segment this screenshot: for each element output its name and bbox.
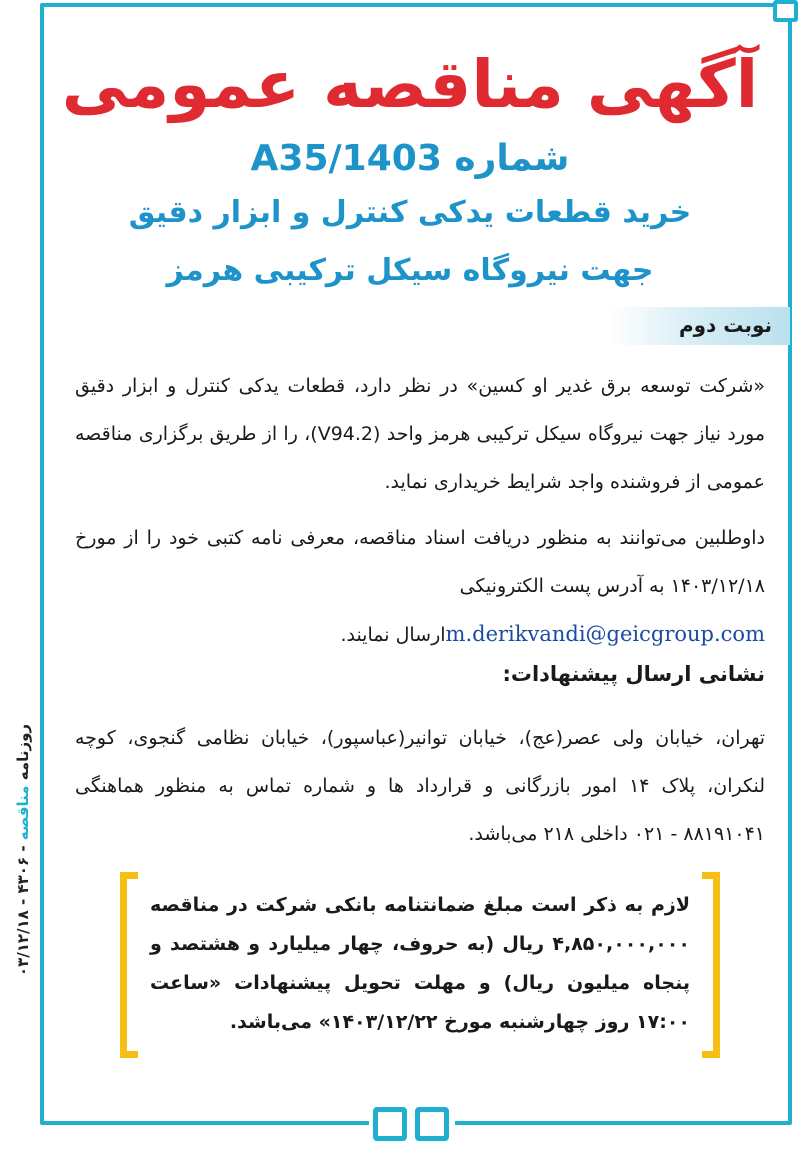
subtitle-line-1: خرید قطعات یدکی کنترل و ابزار دقیق: [128, 195, 692, 230]
round-badge: [610, 307, 790, 345]
newspaper-label: روزنامه: [14, 723, 32, 781]
bottom-squares-decoration: [369, 1107, 455, 1141]
email-link[interactable]: m.derikvandi@geicgroup.com: [445, 622, 765, 646]
tender-number: شماره 1403/A35: [250, 138, 570, 179]
guarantee-notice-box: [120, 872, 720, 1062]
guarantee-notice-text: لازم به ذکر است مبلغ ضمانتنامه بانکی شرکت در مناقصه ۴,۸۵۰,۰۰۰,۰۰۰ ریال (به حروف، چهار میلیارد و هشتصد و پنجاه میلیون ریال) و مهلت تحویل پیشنهادات «ساعت ۱۷:۰۰ روز چهارشنبه مورخ ۱۴۰۳/۱۲/۲۲» می‌باشد.: [150, 894, 690, 1033]
newspaper-side-label: [8, 700, 38, 1000]
corner-square-decoration: [773, 0, 798, 22]
email-suffix: ارسال نمایند.: [340, 624, 446, 646]
ad-title: آگهی مناقصه عمومی: [61, 46, 759, 123]
address-heading: نشانی ارسال پیشنهادات:: [502, 662, 765, 686]
subtitle-line-2: جهت نیروگاه سیکل ترکیبی هرمز: [166, 253, 654, 288]
intro-paragraph: «شرکت توسعه برق غدیر او کسین» در نظر دارد، قطعات یدکی کنترل و ابزار دقیق مورد نیاز جهت نیروگاه سیکل ترکیبی هرمز واحد (V94.2)، را از طریق برگزاری مناقصه عمومی از فروشنده واجد شرایط خریداری نماید.: [75, 375, 765, 493]
email-line: [75, 610, 765, 659]
newspaper-brand: مناقصه: [14, 785, 32, 841]
newspaper-ref: - ۴۳۰۶ - ۰۳/۱۲/۱۸: [14, 845, 32, 977]
address-paragraph: تهران، خیابان ولی عصر(عج)، خیابان توانیر(عباسپور)، خیابان نظامی گنجوی، کوچه لنکران، پلاک ۱۴ امور بازرگانی و قرارداد ها و شماره تماس به منظور هماهنگی ۸۸۱۹۱۰۴۱ - ۰۲۱ داخلی ۲۱۸ می‌باشد.: [75, 727, 765, 845]
square-decoration: [415, 1107, 449, 1141]
left-bracket: [120, 872, 138, 1058]
round-label: نوبت دوم: [678, 313, 772, 337]
right-bracket: [702, 872, 720, 1058]
square-decoration: [373, 1107, 407, 1141]
documents-paragraph: داوطلبین می‌توانند به منظور دریافت اسناد مناقصه، معرفی نامه کتبی خود را از مورخ ۱۴۰۳/۱۲/۱۸ به آدرس پست الکترونیکی: [75, 527, 765, 597]
